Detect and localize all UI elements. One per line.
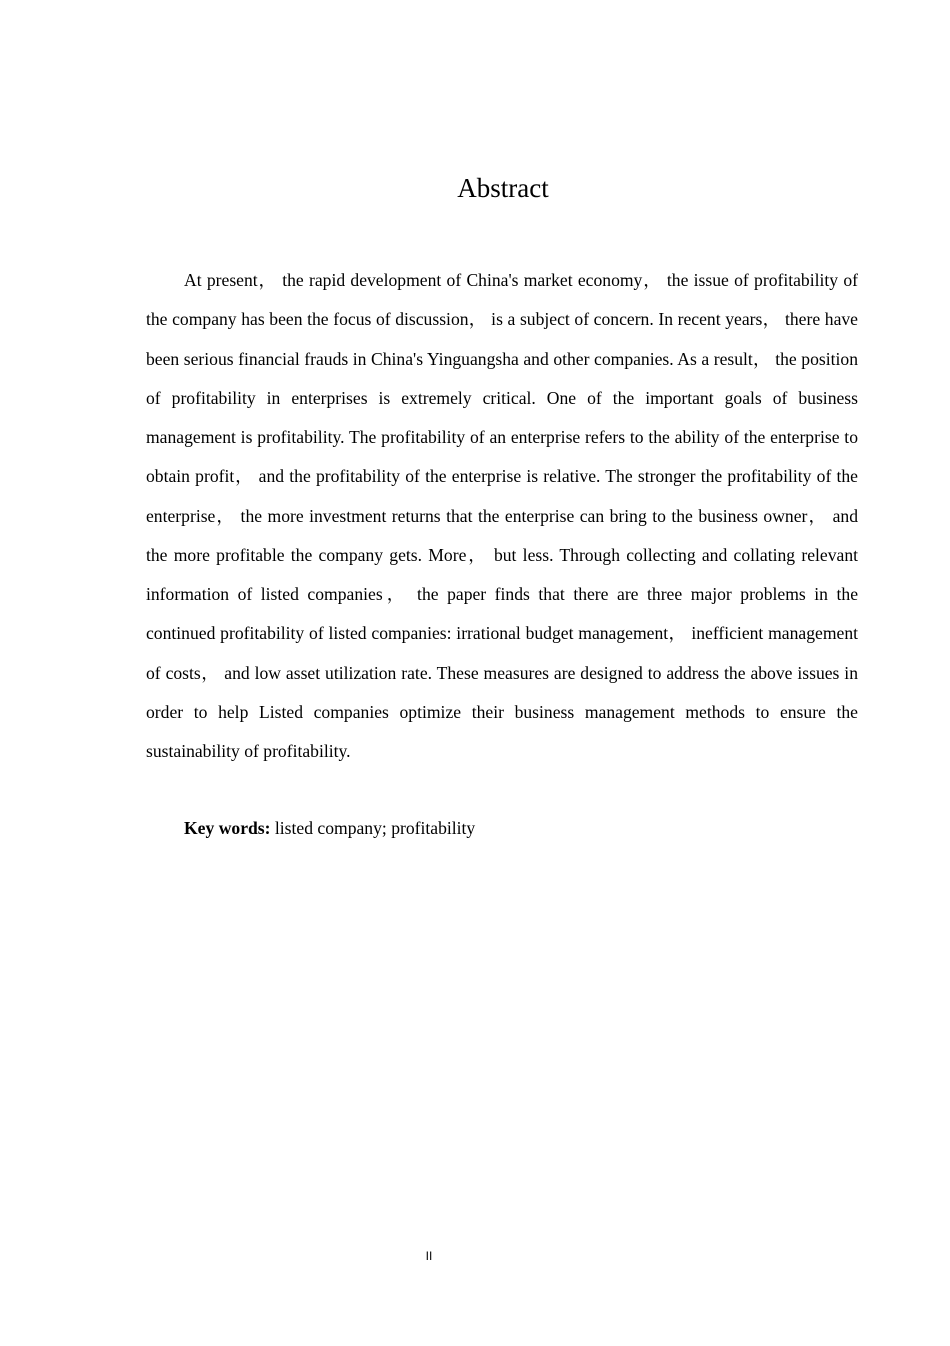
keywords-label: Key words:	[184, 818, 271, 838]
abstract-body: At present， the rapid development of China's market economy， the issue of profitability of the company has been the focus of discussion， is a subject of concern. In recent years， there have been serious financial frauds in China's Yinguangsha and other companies. As a result， the position of profitability in enterprises is extremely critical. One of the important goals of business management is profitability. The profitability of an enterprise refers to the ability of the enterprise to obtain profit， and the profitability of the enterprise is relative. The stronger the profitability of the enterprise， the more investment returns that the enterprise can bring to the business owner， and the more profitable the company gets. More， but less. Through collecting and collating relevant information of listed companies， the paper finds that there are three major problems in the continued profitability of listed companies: irrational budget management， inefficient management of costs， and low asset utilization rate. These measures are designed to address the above issues in order to help Listed companies optimize their business management methods to ensure the sustainability of profitability.	[146, 270, 858, 761]
abstract-title: Abstract	[457, 173, 549, 203]
page-number: II	[425, 1249, 433, 1263]
keywords-line	[146, 815, 858, 841]
keywords-value: listed company; profitability	[270, 818, 476, 838]
